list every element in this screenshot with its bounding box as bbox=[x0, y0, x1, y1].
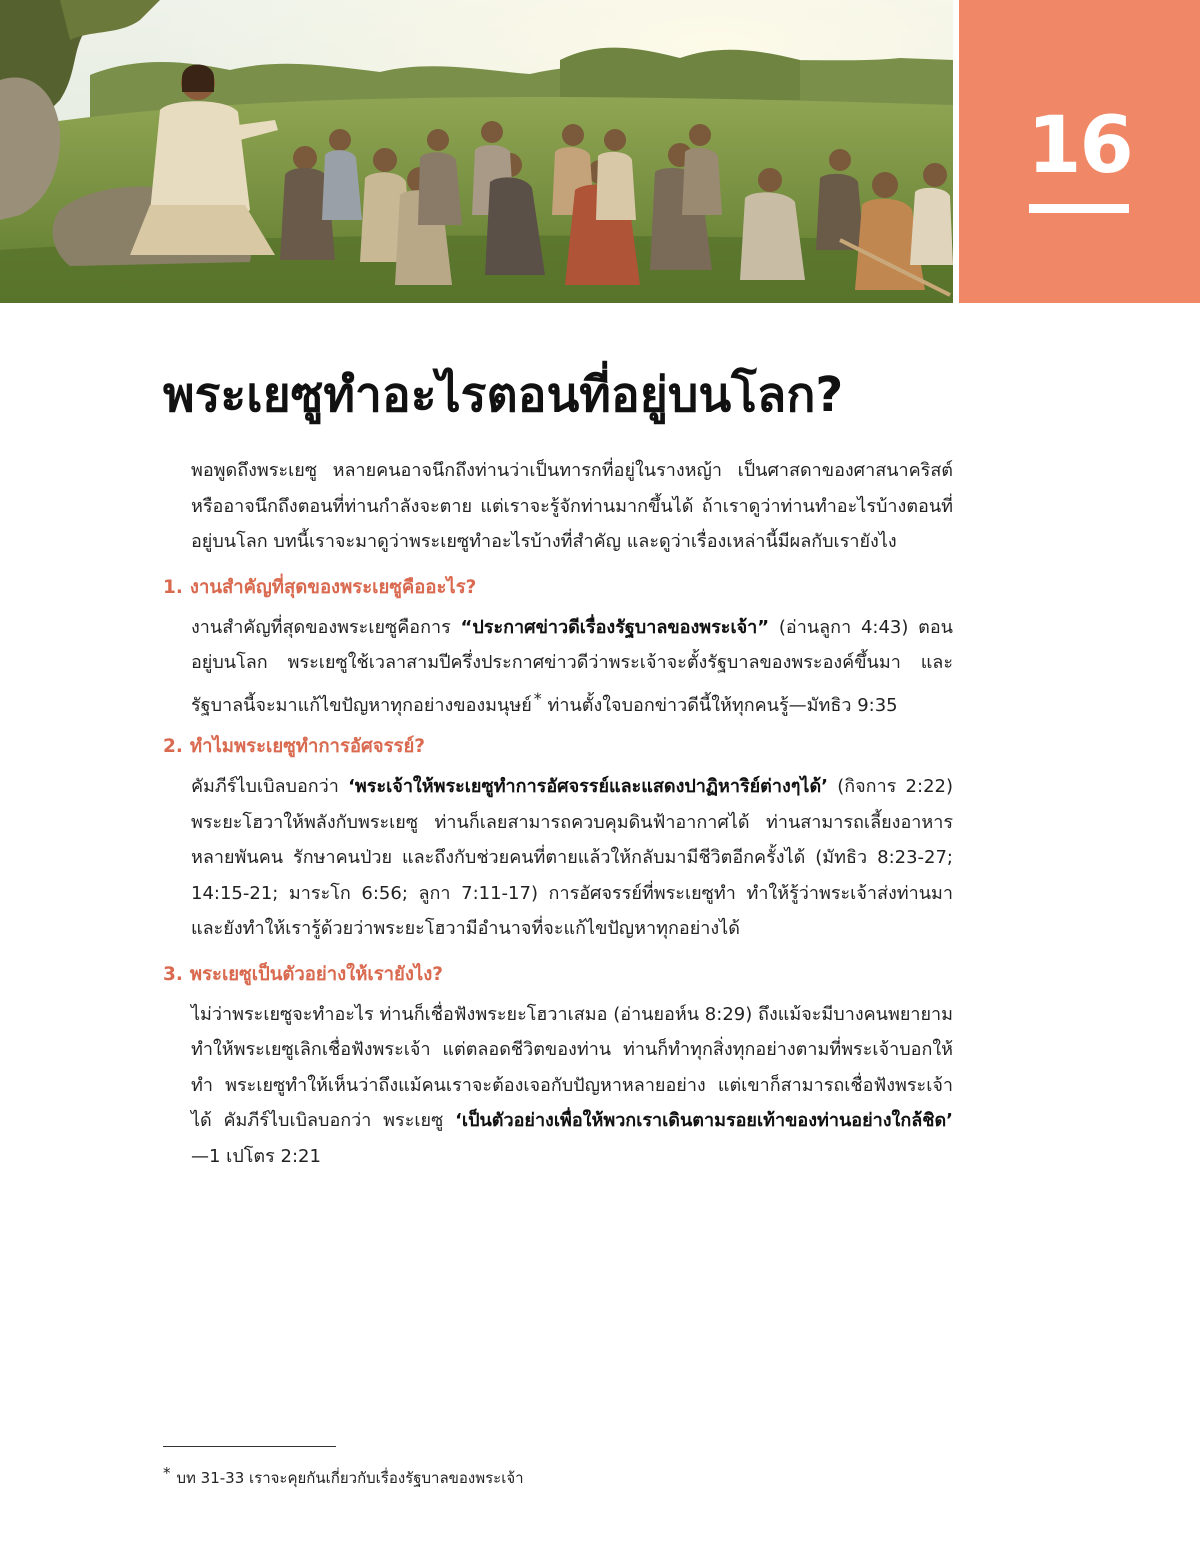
intro-paragraph: พอพูดถึงพระเยซู หลายคนอาจนึกถึงท่านว่าเป็นทารกที่อยู่ในรางหญ้า เป็นศาสดาของศาสนาคริสต์ หรืออาจนึกถึงตอนที่ท่านกำลังจะตาย แต่เราจะรู้จักท่านมากขึ้นได้ ถ้าเราดูว่าท่านทำอะไรบ้างตอนที่อยู่บนโลก บทนี้เราจะมาดูว่าพระเยซูทำอะไรบ้างที่สำคัญ และดูว่าเรื่องเหล่านี้มีผลกับเรายังไง bbox=[191, 460, 953, 552]
question-text: ทำไมพระเยซูทำการอัศจรรย์? bbox=[189, 736, 426, 757]
question-heading-2 bbox=[163, 731, 953, 763]
question-heading-3 bbox=[163, 959, 953, 991]
answer-text: ท่านตั้งใจบอกข่าวดีนี้ให้ทุกคนรู้—มัทธิว 9:35 bbox=[541, 694, 898, 716]
answer-paragraph-1 bbox=[191, 610, 953, 724]
footnote-marker[interactable]: * bbox=[533, 688, 542, 708]
question-text: พระเยซูเป็นตัวอย่างให้เรายังไง? bbox=[189, 963, 443, 985]
answer-paragraph-3 bbox=[191, 997, 953, 1175]
answer-text: —1 เปโตร 2:21 bbox=[191, 1145, 321, 1167]
question-number: 1. bbox=[163, 576, 183, 598]
page-title: พระเยซูทำอะไรตอนที่อยู่บนโลก? bbox=[163, 367, 844, 423]
emphasis-quote: ‘เป็นตัวอย่างเพื่อให้พวกเราเดินตามรอยเท้าของท่านอย่างใกล้ชิด’ bbox=[455, 1110, 953, 1131]
answer-text: (กิจการ 2:22) พระยะโฮวาให้พลังกับพระเยซู ท่านก็เลยสามารถควบคุมดินฟ้าอากาศได้ ท่านสามารถเลี้ยงอาหารหลายพันคน รักษาคนป่วย และถึงกับช่วยคนที่ตายแล้วให้กลับมามีชีวิตอีกครั้งได้ (มัทธิว 8:23-27; 14:15-21; มาระโก 6:56; ลูกา 7:11-17) การอัศจรรย์ที่พระเยซูทำ ทำให้รู้ว่าพระเจ้าส่งท่านมา และยังทำให้เรารู้ด้วยว่าพระยะโฮวามีอำนาจที่จะแก้ไขปัญหาทุกอย่างได้ bbox=[191, 776, 953, 939]
question-text: งานสำคัญที่สุดของพระเยซูคืออะไร? bbox=[189, 576, 477, 598]
emphasis-quote: “ประกาศข่าวดีเรื่องรัฐบาลของพระเจ้า” bbox=[460, 616, 770, 638]
footnote-marker: * bbox=[163, 1464, 171, 1482]
hero-image bbox=[0, 0, 953, 303]
footnote-text: บท 31-33 เราจะคุยกันเกี่ยวกับเรื่องรัฐบาลของพระเจ้า bbox=[176, 1469, 524, 1487]
chapter-badge bbox=[959, 0, 1200, 303]
question-number: 3. bbox=[163, 963, 183, 985]
chapter-underline bbox=[1029, 204, 1129, 213]
article-body bbox=[163, 453, 953, 1174]
answer-text: (อ่านลูกา 4:43) ตอนอยู่บนโลก พระเยซูใช้เวลาสามปีครึ่งประกาศข่าวดีว่าพระเจ้าจะตั้งรัฐบาลของพระองค์ขึ้นมา และรัฐบาลนี้จะมาแก้ไขปัญหาทุกอย่างของมนุษย์ bbox=[191, 616, 953, 716]
answer-paragraph-2 bbox=[191, 769, 953, 947]
question-heading-1 bbox=[163, 572, 953, 604]
footnote bbox=[163, 1461, 953, 1490]
footnote-divider bbox=[163, 1446, 336, 1447]
answer-text: ไม่ว่าพระเยซูจะทำอะไร ท่านก็เชื่อฟังพระยะโฮวาเสมอ (อ่านยอห์น 8:29) ถึงแม้จะมีบางคนพยายามทำให้พระเยซูเลิกเชื่อฟังพระเจ้า แต่ตลอดชีวิตของท่าน ท่านก็ทำทุกสิ่งทุกอย่างตามที่พระเจ้าบอกให้ทำ พระเยซูทำให้เห็นว่าถึงแม้คนเราจะต้องเจอกับปัญหาหลายอย่าง แต่เขาก็สามารถเชื่อฟังพระเจ้าได้ คัมภีร์ไบเบิลบอกว่า พระเยซู bbox=[191, 1003, 953, 1131]
question-number: 2. bbox=[163, 736, 183, 757]
answer-text: คัมภีร์ไบเบิลบอกว่า bbox=[191, 776, 349, 797]
emphasis-quote: ‘พระเจ้าให้พระเยซูทำการอัศจรรย์และแสดงปาฏิหาริย์ต่างๆได้’ bbox=[348, 776, 829, 797]
chapter-number: 16 bbox=[1027, 101, 1132, 191]
answer-text: งานสำคัญที่สุดของพระเยซูคือการ bbox=[191, 616, 461, 638]
